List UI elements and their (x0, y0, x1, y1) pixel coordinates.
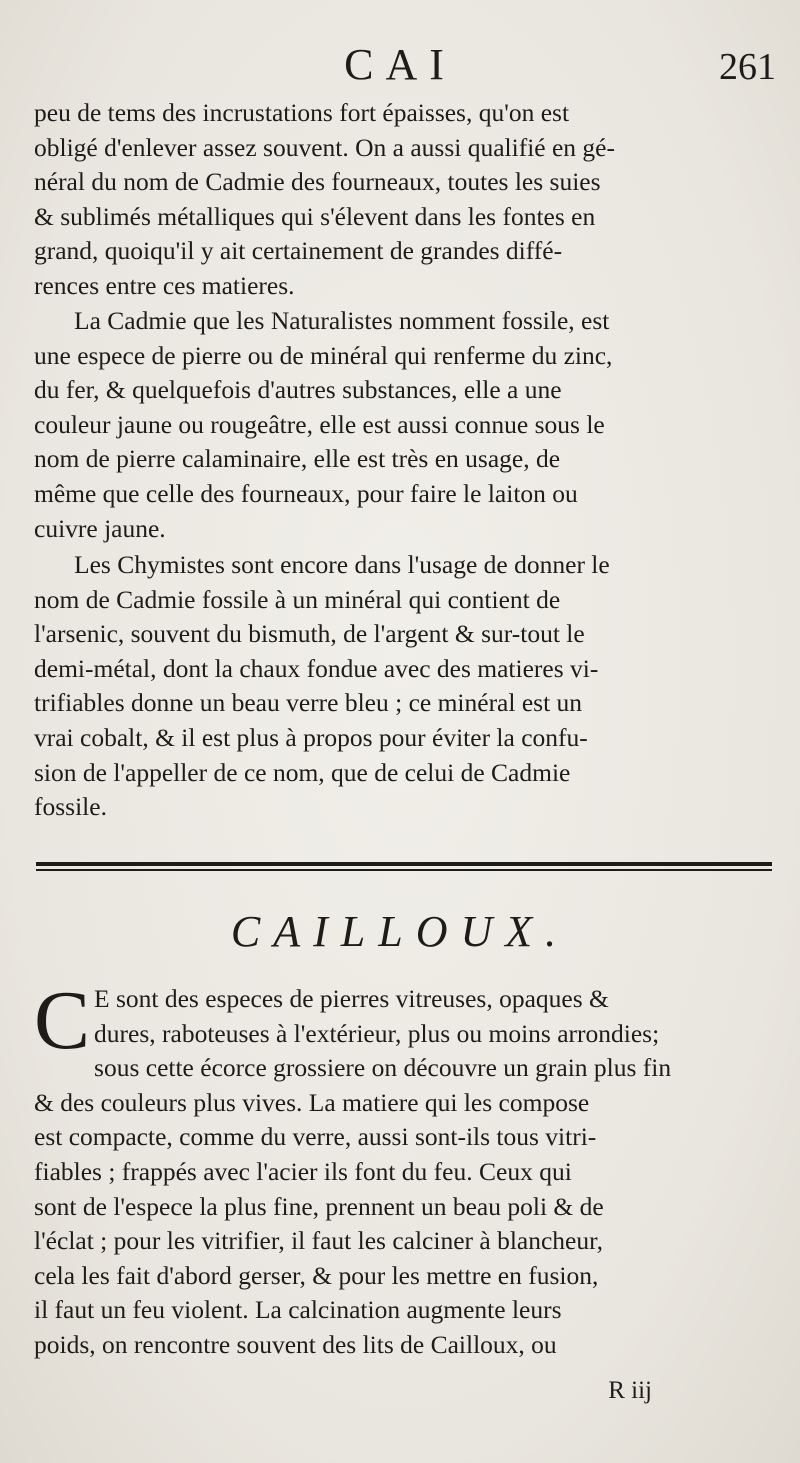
section-heading: CAILLOUX. (230, 907, 570, 956)
text-line: vrai cobalt, & il est plus à propos pour éviter la confu- (34, 722, 588, 752)
drop-cap: C (34, 974, 91, 1067)
text-line: cuivre jaune. (34, 513, 166, 543)
paragraph-chymistes (34, 548, 774, 825)
text-line: La Cadmie que les Naturalistes nomment fossile, est (74, 306, 610, 335)
text-line: grand, quoiqu'il y ait certainement de grandes diffé- (34, 236, 563, 266)
page-number: 261 (719, 46, 776, 88)
text-line: néral du nom de Cadmie des fourneaux, toutes les suies (34, 167, 601, 197)
paragraph-cadmie-fourneaux (34, 96, 774, 304)
text-line: poids, on rencontre souvent des lits de Cailloux, ou (34, 1329, 557, 1359)
text-line: demi-métal, dont la chaux fondue avec des matieres vi- (34, 653, 599, 683)
signature-mark: R iij (608, 1377, 652, 1404)
text-line: couleur jaune ou rougeâtre, elle est aussi connue sous le (34, 409, 605, 439)
text-line: même que celle des fourneaux, pour faire le laiton ou (34, 478, 578, 508)
text-line: est compacte, comme du verre, aussi sont-ils tous vitri- (34, 1122, 597, 1152)
text-line: une espece de pierre ou de minéral qui renferme du zinc, (34, 340, 613, 370)
text-line: sion de l'appeller de ce nom, que de celui de Cadmie (34, 757, 571, 787)
text-line: E sont des especes de pierres vitreuses, opaques & (94, 984, 609, 1013)
text-line: du fer, & quelquefois d'autres substances, elle a une (34, 375, 562, 405)
text-line: dures, raboteuses à l'extérieur, plus ou moins arrondies; (94, 1018, 660, 1048)
text-line: il faut un feu violent. La calcination augmente leurs (34, 1295, 562, 1325)
text-line: Les Chymistes sont encore dans l'usage de donner le (74, 550, 610, 579)
text-line: fossile. (34, 792, 107, 822)
text-line: peu de tems des incrustations fort épaisses, qu'on est (34, 98, 570, 127)
text-line: sous cette écorce grossiere on découvre un grain plus fin (94, 1053, 672, 1083)
text-line: cela les fait d'abord gerser, & pour les mettre en fusion, (34, 1260, 599, 1290)
text-line: fiables ; frappés avec l'acier ils font du feu. Ceux qui (34, 1156, 572, 1186)
paragraph-cailloux (34, 974, 774, 1363)
section-divider (36, 862, 772, 871)
text-line: nom de pierre calaminaire, elle est très en usage, de (34, 444, 561, 474)
page-header (0, 40, 800, 90)
text-line: rences entre ces matieres. (34, 270, 295, 300)
text-line: sont de l'espece la plus fine, prennent un beau poli & de (34, 1191, 604, 1221)
paragraph-cadmie-fossile (34, 304, 774, 546)
text-line: l'arsenic, souvent du bismuth, de l'argent & sur-tout le (34, 619, 585, 649)
running-title: CAI (344, 40, 456, 89)
divider-thick-line (36, 862, 772, 866)
text-line: obligé d'enlever assez souvent. On a aussi qualifié en gé- (34, 132, 615, 162)
text-line: l'éclat ; pour les vitrifier, il faut les calciner à blancheur, (34, 1226, 603, 1256)
divider-thin-line (36, 869, 772, 871)
text-line: nom de Cadmie fossile à un minéral qui contient de (34, 584, 561, 614)
text-line: & des couleurs plus vives. La matiere qui les compose (34, 1087, 590, 1117)
text-line: trifiables donne un beau verre bleu ; ce minéral est un (34, 688, 583, 718)
text-line: & sublimés métalliques qui s'élevent dans les fontes en (34, 201, 596, 231)
